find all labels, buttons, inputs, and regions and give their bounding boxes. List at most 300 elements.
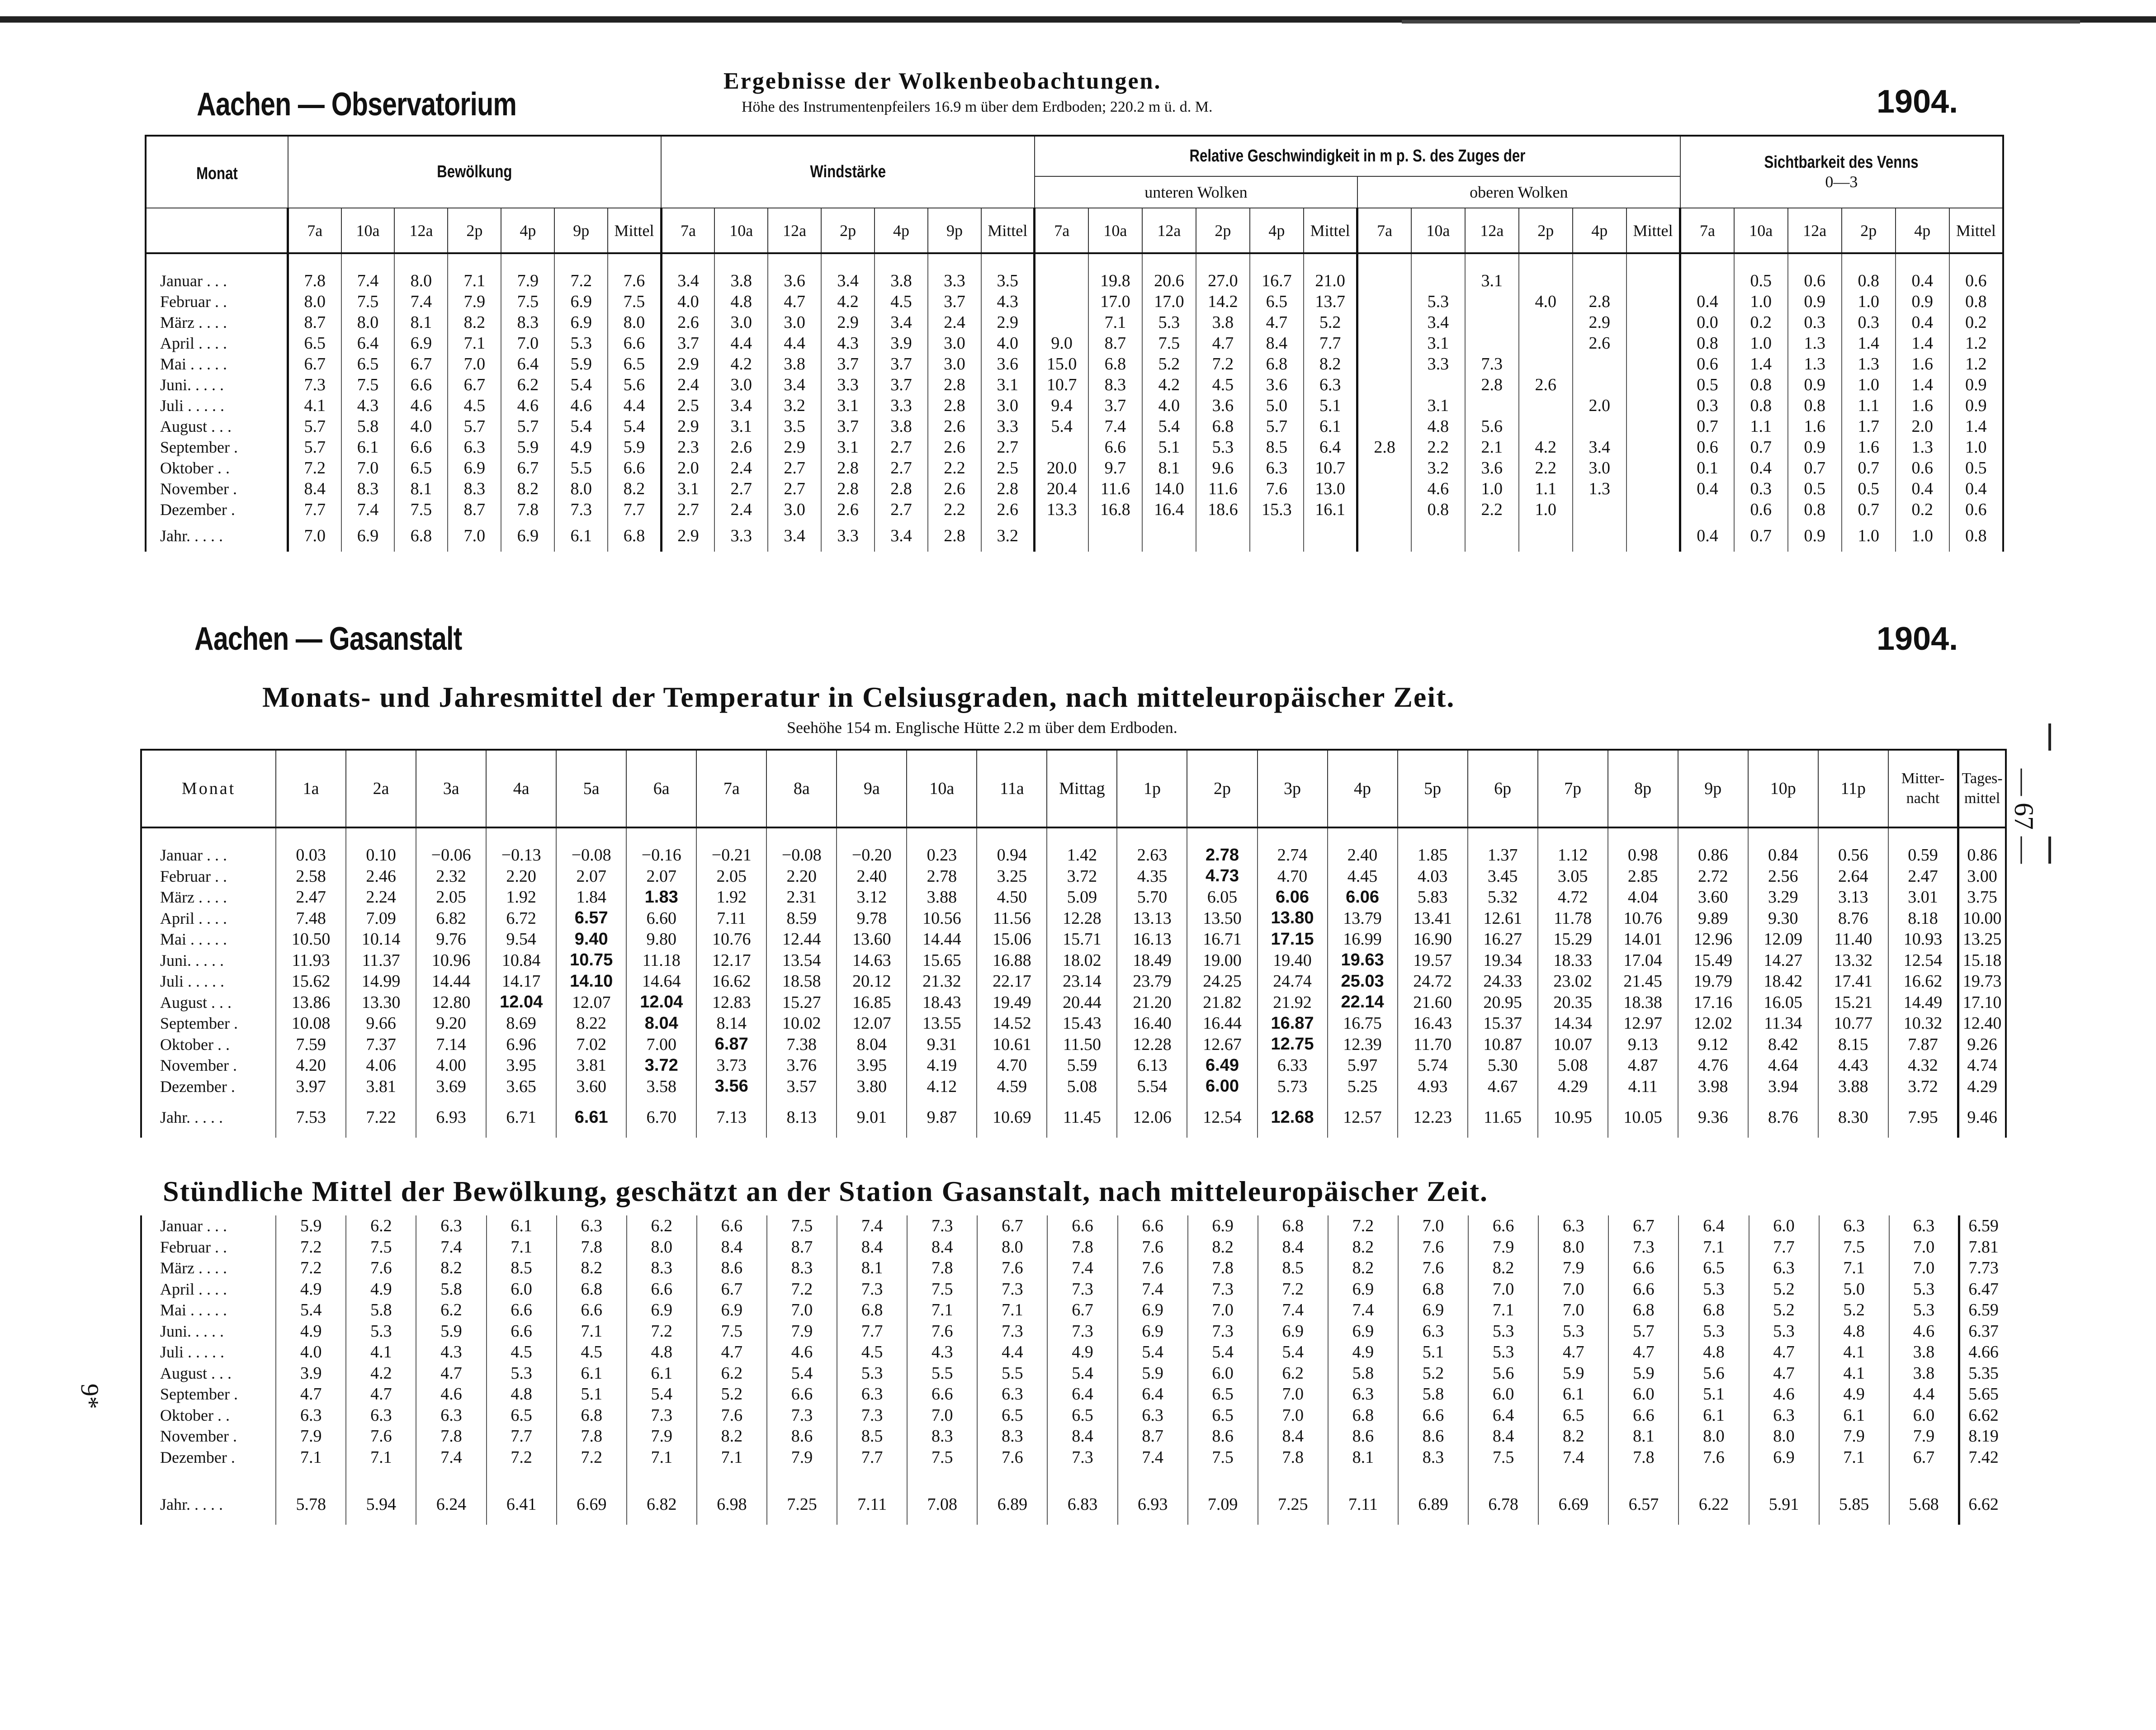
data-cell: 6.5 — [341, 354, 395, 374]
table-row — [146, 354, 2003, 374]
data-cell: 7.4 — [341, 270, 395, 291]
cloud-cell: 4.2 — [346, 1363, 416, 1384]
data-cell: 7.0 — [448, 520, 501, 552]
data-cell: 0.4 — [1896, 270, 1949, 291]
cloud-cell: 4.8 — [487, 1384, 557, 1405]
table-row — [141, 1215, 2007, 1237]
cloud-cell: 6.6 — [1118, 1215, 1188, 1237]
data-cell: 3.7 — [661, 333, 714, 354]
month-label: November . — [160, 1427, 237, 1446]
temperature-cell: 12.04 — [626, 992, 696, 1013]
cloud-cell: 4.3 — [907, 1342, 977, 1363]
data-cell: 1.0 — [1842, 291, 1896, 312]
cloud-cell: 6.0 — [1749, 1215, 1819, 1237]
month-label: März . . . . — [160, 1259, 227, 1277]
hour-header: 2a — [346, 750, 416, 827]
temperature-cell: 13.41 — [1398, 908, 1468, 929]
data-cell: 3.1 — [1465, 270, 1519, 291]
cloud-cell: 4.7 — [1749, 1342, 1819, 1363]
data-cell — [1088, 520, 1142, 552]
cloud-cell: 4.6 — [1889, 1321, 1959, 1342]
table-row — [141, 845, 2006, 866]
data-cell — [1626, 270, 1680, 291]
cloud-cell: 4.7 — [346, 1384, 416, 1405]
cloud-cell: 7.42 — [1959, 1447, 2007, 1468]
data-cell: 6.4 — [501, 354, 554, 374]
cloud-cell: 6.1 — [557, 1363, 627, 1384]
cloud-cell: 6.37 — [1959, 1321, 2007, 1342]
data-cell: 5.7 — [1250, 416, 1304, 437]
temperature-cell: 3.25 — [977, 866, 1047, 887]
table-row — [146, 499, 2003, 520]
data-cell: 2.6 — [928, 437, 981, 458]
data-cell: 5.9 — [608, 437, 661, 458]
cloud-cell: 6.9 — [1188, 1215, 1258, 1237]
data-cell: 2.9 — [661, 416, 714, 437]
temperature-cell: 6.70 — [626, 1097, 696, 1138]
spacer — [1842, 253, 1896, 270]
temperature-cell: 12.06 — [1117, 1097, 1187, 1138]
month-label: November . — [160, 480, 237, 498]
data-cell: 3.2 — [981, 520, 1035, 552]
cloud-cell: 5.1 — [1398, 1342, 1468, 1363]
subheader-oberen: oberen Wolken — [1357, 176, 1680, 208]
hour-header: 10p — [1748, 750, 1818, 827]
temperature-cell: 16.27 — [1468, 929, 1538, 950]
temperature-cell: 3.57 — [766, 1076, 837, 1097]
data-cell: 2.0 — [1573, 395, 1626, 416]
temperature-cell: 4.04 — [1608, 887, 1678, 908]
cloud-cell: 7.6 — [1678, 1447, 1749, 1468]
temperature-cell: 14.63 — [837, 950, 907, 971]
cloud-cell: 5.8 — [1328, 1363, 1398, 1384]
data-cell: 5.1 — [1304, 395, 1357, 416]
data-cell: 8.5 — [1250, 437, 1304, 458]
temperature-cell: 12.83 — [696, 992, 766, 1013]
cloud-cell: 8.0 — [1538, 1237, 1608, 1258]
temperature-cell: 13.79 — [1328, 908, 1398, 929]
data-cell: 7.5 — [1142, 333, 1196, 354]
data-cell: 3.6 — [1196, 395, 1250, 416]
data-cell — [1573, 374, 1626, 395]
temperature-cell: 21.92 — [1258, 992, 1328, 1013]
data-cell: 7.5 — [501, 291, 554, 312]
temperature-cell: 17.41 — [1818, 971, 1888, 992]
data-cell: 6.6 — [1088, 437, 1142, 458]
data-cell: 6.1 — [341, 437, 395, 458]
temperature-cell: 15.21 — [1818, 992, 1888, 1013]
cloud-cell: 5.5 — [907, 1363, 977, 1384]
spacer — [1328, 1468, 1398, 1484]
cloud-cell: 5.3 — [1678, 1321, 1749, 1342]
cloud-cell: 7.6 — [1398, 1257, 1468, 1279]
data-cell: 6.5 — [288, 333, 341, 354]
cloud-cell: 6.41 — [487, 1484, 557, 1525]
data-cell: 4.1 — [288, 395, 341, 416]
temperature-cell: 7.87 — [1888, 1034, 1958, 1055]
temperature-cell: 14.99 — [346, 971, 416, 992]
cloud-cell: 7.8 — [1188, 1257, 1258, 1279]
data-cell: 6.7 — [448, 374, 501, 395]
hour-header: 8p — [1608, 750, 1678, 827]
data-cell: 0.2 — [1734, 312, 1788, 333]
temperature-cell: 4.29 — [1538, 1076, 1608, 1097]
temperature-cell: 4.03 — [1398, 866, 1468, 887]
spacer — [977, 827, 1047, 845]
data-cell: 0.8 — [1411, 499, 1465, 520]
hour-header: 3a — [416, 750, 486, 827]
data-cell: 0.6 — [1949, 499, 2003, 520]
spacer — [1949, 253, 2003, 270]
cloud-cell: 7.4 — [1118, 1279, 1188, 1300]
cloud-cell: 8.0 — [627, 1237, 697, 1258]
temperature-cell: 5.32 — [1468, 887, 1538, 908]
spacer — [1538, 1468, 1608, 1484]
spacer — [821, 253, 875, 270]
group-header-sichtbarkeit: Sichtbarkeit des Venns 0—3 — [1680, 136, 2003, 208]
data-cell: 0.5 — [1788, 478, 1842, 499]
cloud-cell: 8.4 — [697, 1237, 767, 1258]
monat-header: Monat — [141, 750, 276, 827]
data-cell: 2.2 — [928, 458, 981, 478]
temperature-cell: 13.30 — [346, 992, 416, 1013]
temperature-cell: 15.71 — [1047, 929, 1117, 950]
month-label: Dezember . — [160, 1077, 235, 1096]
spacer — [837, 827, 907, 845]
data-cell — [1626, 333, 1680, 354]
temperature-cell: 18.02 — [1047, 950, 1117, 971]
cloud-cell: 6.9 — [627, 1300, 697, 1321]
side-dash-lower — [2048, 837, 2051, 864]
data-cell: 1.0 — [1896, 520, 1949, 552]
temperature-cell: 12.54 — [1187, 1097, 1257, 1138]
month-label: Januar . . . — [160, 1217, 227, 1235]
cloud-cell: 6.6 — [487, 1321, 557, 1342]
cloud-cell: 7.7 — [837, 1447, 907, 1468]
temperature-cell: 2.20 — [486, 866, 556, 887]
data-cell: 7.0 — [288, 520, 341, 552]
cloud-cell: 7.8 — [416, 1426, 486, 1447]
data-cell: 2.6 — [1573, 333, 1626, 354]
month-label: Juni. . . . . — [160, 951, 224, 969]
temperature-cell: 19.63 — [1328, 950, 1398, 971]
data-cell — [1465, 312, 1519, 333]
month-label: September . — [160, 438, 238, 456]
cloud-cell: 6.57 — [1608, 1484, 1678, 1525]
cloud-observation-table — [145, 135, 2004, 552]
data-cell: 7.5 — [341, 374, 395, 395]
temperature-cell: 2.32 — [416, 866, 486, 887]
temperature-cell: 9.66 — [346, 1013, 416, 1034]
temperature-cell: 2.07 — [556, 866, 626, 887]
temperature-cell: 12.80 — [416, 992, 486, 1013]
cloud-cell: 6.2 — [416, 1300, 486, 1321]
cloud-cell: 6.8 — [837, 1300, 907, 1321]
temperature-cell: 16.43 — [1398, 1013, 1468, 1034]
spacer — [1896, 253, 1949, 270]
data-cell: 15.0 — [1035, 354, 1088, 374]
month-label: Jahr. . . . . — [160, 1495, 223, 1513]
cloud-cell: 7.3 — [1608, 1237, 1678, 1258]
station-title-gasanstalt: Aachen — Gasanstalt — [194, 621, 462, 657]
data-cell: 3.7 — [875, 354, 928, 374]
cloud-cell: 5.9 — [1608, 1363, 1678, 1384]
month-label: Mai . . . . . — [160, 355, 227, 373]
cloud-cell: 8.0 — [977, 1237, 1047, 1258]
cloud-cell: 6.3 — [1328, 1384, 1398, 1405]
cloud-cell: 7.3 — [907, 1215, 977, 1237]
temperature-cell: 10.96 — [416, 950, 486, 971]
spacer — [696, 827, 766, 845]
temperature-cell: 3.75 — [1958, 887, 2006, 908]
data-cell: 7.9 — [448, 291, 501, 312]
cloud-cell: 8.19 — [1959, 1426, 2007, 1447]
data-cell: 7.4 — [341, 499, 395, 520]
temperature-cell: −0.16 — [626, 845, 696, 866]
cloud-cell: 7.0 — [1538, 1300, 1608, 1321]
data-cell: 21.0 — [1304, 270, 1357, 291]
temperature-cell: 4.43 — [1818, 1055, 1888, 1076]
cloud-cell: 6.69 — [557, 1484, 627, 1525]
temperature-cell: 18.38 — [1608, 992, 1678, 1013]
data-cell: 1.6 — [1788, 416, 1842, 437]
data-cell: 4.5 — [1196, 374, 1250, 395]
data-cell: 0.5 — [1680, 374, 1734, 395]
temperature-cell: 9.40 — [556, 929, 626, 950]
cloud-cell: 6.7 — [1047, 1300, 1117, 1321]
cloud-cell: 7.1 — [1678, 1237, 1749, 1258]
temperature-cell: 9.89 — [1678, 908, 1748, 929]
data-cell: 1.6 — [1842, 437, 1896, 458]
data-cell: 4.4 — [714, 333, 768, 354]
spacer — [714, 253, 768, 270]
temperature-cell: 18.43 — [907, 992, 977, 1013]
data-cell: 8.1 — [1142, 458, 1196, 478]
spacer — [1465, 253, 1519, 270]
data-cell: 3.0 — [768, 312, 821, 333]
temperature-cell: 3.01 — [1888, 887, 1958, 908]
cloud-cell: 6.1 — [1819, 1405, 1889, 1426]
data-cell: 3.7 — [1088, 395, 1142, 416]
cloud-cell: 7.9 — [627, 1426, 697, 1447]
cloud-cell: 5.2 — [1749, 1279, 1819, 1300]
top-rule-secondary — [1402, 20, 2080, 24]
data-cell: 4.6 — [394, 395, 448, 416]
cloud-cell: 7.81 — [1959, 1237, 2007, 1258]
data-cell: 7.3 — [288, 374, 341, 395]
data-cell: 10.7 — [1035, 374, 1088, 395]
data-cell: 3.1 — [661, 478, 714, 499]
cloud-cell: 8.5 — [487, 1257, 557, 1279]
cloud-cell: 6.3 — [1819, 1215, 1889, 1237]
data-cell: 2.3 — [661, 437, 714, 458]
temperature-cell: 5.70 — [1117, 887, 1187, 908]
cloud-cell: 5.68 — [1889, 1484, 1959, 1525]
spacer — [1398, 827, 1468, 845]
data-cell: 1.3 — [1788, 354, 1842, 374]
temperature-cell: 13.32 — [1818, 950, 1888, 971]
cloud-cell: 6.69 — [1538, 1484, 1608, 1525]
table-row — [141, 1363, 2007, 1384]
data-cell: 3.8 — [714, 270, 768, 291]
hour-header: 10a — [1734, 208, 1788, 253]
hour-header: 7a — [1680, 208, 1734, 253]
data-cell: 7.1 — [448, 333, 501, 354]
data-cell: 2.4 — [714, 458, 768, 478]
cloud-cell: 7.2 — [276, 1257, 346, 1279]
cloud-cell: 7.3 — [837, 1279, 907, 1300]
cloud-cell: 7.6 — [346, 1257, 416, 1279]
data-cell: 0.8 — [1949, 520, 2003, 552]
hour-header: 12a — [394, 208, 448, 253]
cloud-cell: 4.8 — [1819, 1321, 1889, 1342]
data-cell: 5.6 — [608, 374, 661, 395]
temperature-cell: 12.07 — [837, 1013, 907, 1034]
data-cell — [1680, 499, 1734, 520]
hour-header: 6a — [626, 750, 696, 827]
table-row — [141, 1076, 2006, 1097]
table-row — [146, 312, 2003, 333]
section1-subtitle: Höhe des Instrumentenpfeilers 16.9 m über dem Erdboden; 220.2 m ü. d. M. — [742, 99, 1213, 115]
spacer — [907, 827, 977, 845]
data-cell: 0.7 — [1734, 437, 1788, 458]
hour-header: 7a — [661, 208, 714, 253]
cloud-cell: 5.3 — [1468, 1342, 1538, 1363]
data-cell — [1626, 499, 1680, 520]
temperature-cell: 12.09 — [1748, 929, 1818, 950]
data-cell: 3.2 — [768, 395, 821, 416]
spacer — [627, 1468, 697, 1484]
cloud-cell: 4.1 — [1819, 1342, 1889, 1363]
temperature-cell: 10.61 — [977, 1034, 1047, 1055]
temperature-cell: 4.93 — [1398, 1076, 1468, 1097]
temperature-cell: 14.49 — [1888, 992, 1958, 1013]
data-cell: 1.1 — [1842, 395, 1896, 416]
cloud-cell: 6.22 — [1678, 1484, 1749, 1525]
spacer — [486, 827, 556, 845]
data-cell: 0.8 — [1734, 395, 1788, 416]
temperature-cell: 7.14 — [416, 1034, 486, 1055]
cloud-cell: 8.1 — [1328, 1447, 1398, 1468]
data-cell: 2.9 — [1573, 312, 1626, 333]
cloud-cell: 7.4 — [416, 1447, 486, 1468]
month-label: Januar . . . — [160, 846, 227, 865]
temperature-cell: 0.98 — [1608, 845, 1678, 866]
spacer — [1819, 1468, 1889, 1484]
cloud-cell: 8.2 — [557, 1257, 627, 1279]
cloud-cell: 7.4 — [1118, 1447, 1188, 1468]
temperature-cell: 3.80 — [837, 1076, 907, 1097]
temperature-cell: 17.16 — [1678, 992, 1748, 1013]
temperature-cell: 11.93 — [276, 950, 346, 971]
data-cell: 20.4 — [1035, 478, 1088, 499]
month-label: März . . . . — [160, 313, 227, 331]
cloud-cell: 5.3 — [1749, 1321, 1819, 1342]
temperature-cell: 7.22 — [346, 1097, 416, 1138]
temperature-cell: 2.24 — [346, 887, 416, 908]
cloud-cell: 8.3 — [627, 1257, 697, 1279]
data-cell: 0.9 — [1949, 374, 2003, 395]
month-label: Oktober . . — [160, 1035, 230, 1054]
data-cell: 1.2 — [1949, 354, 2003, 374]
temperature-cell: 14.01 — [1608, 929, 1678, 950]
temperature-cell: 2.56 — [1748, 866, 1818, 887]
temperature-cell: 20.95 — [1468, 992, 1538, 1013]
cloud-cell: 4.9 — [1047, 1342, 1117, 1363]
data-cell: 3.6 — [1465, 458, 1519, 478]
data-cell: 8.3 — [448, 478, 501, 499]
temperature-cell: 11.37 — [346, 950, 416, 971]
temperature-cell: −0.13 — [486, 845, 556, 866]
cloud-cell: 5.4 — [1258, 1342, 1328, 1363]
temperature-cell: 1.92 — [696, 887, 766, 908]
cloud-cell: 5.9 — [416, 1321, 486, 1342]
temperature-cell: 8.14 — [696, 1013, 766, 1034]
data-cell: 5.9 — [554, 354, 608, 374]
data-cell: 0.9 — [1788, 291, 1842, 312]
cloud-cell: 7.8 — [1258, 1447, 1328, 1468]
data-cell: 13.0 — [1304, 478, 1357, 499]
hour-header: 4p — [1328, 750, 1398, 827]
temperature-cell: 16.40 — [1117, 1013, 1187, 1034]
table-row — [141, 1055, 2006, 1076]
temperature-cell: 4.50 — [977, 887, 1047, 908]
cloud-cell: 6.7 — [1608, 1215, 1678, 1237]
table-row — [141, 971, 2006, 992]
data-cell: 2.2 — [1519, 458, 1573, 478]
data-cell: 0.7 — [1842, 458, 1896, 478]
data-cell: 2.6 — [1519, 374, 1573, 395]
month-label: Dezember . — [160, 1448, 235, 1466]
data-cell: 3.4 — [768, 520, 821, 552]
temperature-cell: 2.47 — [1888, 866, 1958, 887]
cloud-cell: 7.6 — [697, 1405, 767, 1426]
temperature-cell: 2.31 — [766, 887, 837, 908]
temperature-cell: 4.87 — [1608, 1055, 1678, 1076]
data-cell: 5.5 — [554, 458, 608, 478]
data-cell: 1.4 — [1949, 416, 2003, 437]
temperature-cell: 16.99 — [1328, 929, 1398, 950]
data-cell: 0.2 — [1896, 499, 1949, 520]
temperature-cell: 16.05 — [1748, 992, 1818, 1013]
cloud-cell: 5.1 — [557, 1384, 627, 1405]
data-cell: 4.8 — [1411, 416, 1465, 437]
spacer — [141, 1468, 276, 1484]
data-cell: 5.3 — [554, 333, 608, 354]
cloud-cell: 7.9 — [1468, 1237, 1538, 1258]
cloud-cell: 7.8 — [1608, 1447, 1678, 1468]
temperature-cell: 6.57 — [556, 908, 626, 929]
data-cell: 0.1 — [1680, 458, 1734, 478]
temperature-cell: 24.25 — [1187, 971, 1257, 992]
temperature-cell: 11.56 — [977, 908, 1047, 929]
temperature-cell: 2.74 — [1258, 845, 1328, 866]
table-row — [141, 1384, 2007, 1405]
cloud-cell: 4.9 — [346, 1279, 416, 1300]
temperature-cell: 18.33 — [1538, 950, 1608, 971]
data-cell: 6.8 — [1250, 354, 1304, 374]
spacer — [767, 1468, 837, 1484]
table-row — [146, 333, 2003, 354]
temperature-cell: 6.93 — [416, 1097, 486, 1138]
hour-header: 10a — [1088, 208, 1142, 253]
temperature-cell: 18.42 — [1748, 971, 1818, 992]
temperature-cell: 4.67 — [1468, 1076, 1538, 1097]
cloud-cell: 6.6 — [1398, 1405, 1468, 1426]
temperature-cell: 9.78 — [837, 908, 907, 929]
data-cell: 3.3 — [821, 520, 875, 552]
data-cell: 3.7 — [928, 291, 981, 312]
